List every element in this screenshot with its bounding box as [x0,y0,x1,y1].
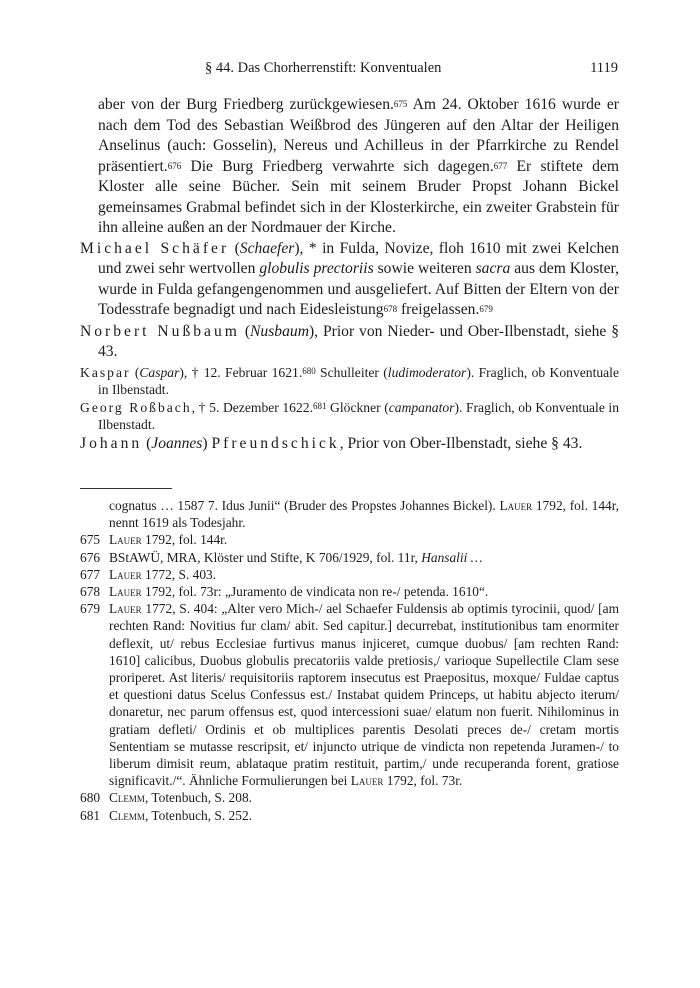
page-number: 1119 [590,60,618,76]
text-run: ( [142,435,152,453]
author-name: Lauer [109,532,142,548]
footnote-ref-680[interactable]: 680 [302,365,316,376]
text-run: , Prior von Ober-Ilbenstadt, siehe § 43. [339,435,583,453]
text-run: 1792, fol. 144r, nennt 1619 als Todesjahr. [109,498,619,531]
text-run: ), † 12. Februar 1621. [179,364,303,380]
footnote-continuation [80,497,619,531]
footnote-separator [80,488,172,489]
text-run: ). Fraglich, ob Konventuale in Ilbenstadt. [98,399,620,433]
footnote-number: 678 [80,584,101,600]
text-run: BStAWÜ, MRA, Klöster und Stifte, K 706/1929, fol. 11r, [109,549,422,565]
footnote-ref-676[interactable]: 676 [167,160,182,171]
person-name: Georg Roßbach [80,399,192,415]
person-name: Pfreundschick [211,435,340,453]
text-run: freigelassen. [397,301,480,318]
latin-term: ludimoderator [387,364,467,380]
text-run: ), * in Fulda, Novize, floh 1610 mit zwei Kelchen und zwei sehr wertvollen [98,239,619,277]
footnote-number: 680 [80,790,101,806]
text-run: cognatus … 1587 7. Idus Junii“ (Bruder des Propstes Johannes Bickel). [109,498,500,513]
running-header [80,60,620,80]
author-name: Lauer [109,584,142,600]
latin-term: sacra [475,260,511,277]
text-run: Er stiftete dem Kloster alle seine Bücher. Sein mit seinem Bruder Propst Johann Bickel gemeinsames Grabmal befindet sich in der Klosterkirche, ein zweiter Grabstein für ihn alleine außen an der Nordmauer der Kirche. [98,157,619,236]
text-run: 1772, S. 403. [141,566,217,582]
text-run: Glöckner ( [326,399,389,415]
author-name: Clemm [109,790,145,806]
author-name: Lauer [109,566,142,582]
entry-georg-rossbach [80,399,619,433]
continued-paragraph [80,95,619,239]
name-variant: Nusbaum [250,322,309,340]
text-run: 1792, fol. 73r: „Juramento de vindicata non re-/ petenda. 1610“. [141,584,489,600]
text-run: ), Prior von Nieder- und Ober-Ilbenstadt, siehe § 43. [98,322,619,360]
footnote-number: 676 [80,549,101,565]
footnote-ref-675[interactable]: 675 [393,99,408,109]
latin-term: campanator [388,399,455,415]
text-run: Schulleiter ( [315,364,388,380]
footnote-number: 681 [80,807,101,823]
running-title: § 44. Das Chorherrenstift: Konventualen [205,60,442,76]
text-run: 1772, S. 404: „Alter vero Mich-/ ael Schaefer Fuldensis ab optimis tyrocinii, quod/ [am rechten Rand: Novitius fur clam/ abit. Sed capitur.] decurrebat, institutionibus tam enormiter deflexit, ut/ rebus Ecclesiae furtivus manus injiceret, cumque duobus/ [am rechten Rand: 1610] calicibus, Duobus globulis precatoriis valde pretiosis,/ varioque Supellectile Clam sese proriperet. Ast literis/ requisitoriis raptorem insecutus est Praepositus, moxque/ Fuldae captus et questioni datus Scelus Confessus est./ Instabat quidem Princeps, ut habitu abjecto iterum/ donaretur, nec parum offensus est, quod intercessioni suae/ elatum non fuerit. Nihilominus in gratiam defleti/ Ordinis et ob multiplices parentis Desolati preces de-/ cretam mortis Sententiam se mutasse rescripsit, et/ injuncto utrique de vindicta non repetenda Juramen-/ to liberum dimisit reum, ablataque pratim restituit, partim,/ unde recuperanda forent, gratiose significavit./“. Ähnliche Formulierungen bei [109,601,619,789]
footnote-number: 675 [80,532,101,548]
footnote-ref-677[interactable]: 677 [493,160,508,171]
text-run: ). Fraglich, ob Konventuale in Ilbenstadt. [98,364,619,397]
person-name: Norbert Nußbaum [80,322,240,340]
footnote-number: 679 [80,601,101,617]
text-run: ( [239,322,251,340]
text-run: , Totenbuch, S. 252. [144,807,252,823]
footnote-676 [80,549,619,566]
text-run: 1792, fol. 73r. [383,773,463,789]
main-text [80,95,619,455]
footnote-number: 677 [80,566,101,582]
text-run: aber von der Burg Friedberg zurückgewiesen. [98,96,394,113]
footnote-678 [80,583,619,600]
author-name: Lauer [499,498,533,513]
person-name: Michael Schäfer [80,239,230,257]
text-run: ( [130,364,140,380]
footnote-ref-678[interactable]: 678 [383,304,398,314]
text-run: 1792, fol. 144r. [141,532,228,548]
footnote-680 [80,789,619,806]
author-name: Clemm [109,807,145,823]
text-run: sowie weiteren [373,260,476,277]
latin-term: Hansalii … [421,549,483,565]
name-variant: Joannes [151,435,203,453]
text-run: , † 5. Dezember 1622. [191,399,313,415]
person-name: Johann [80,435,143,453]
text-run: Am 24. Oktober 1616 wurde er nach dem Tod des Sebastian Weißbrod des Jüngeren auf den Altar der Heiligen Anselinus (auch: Gosselin), Nereus und Achilleus in der Pfarrkirche zu Rendel präsentiert. [98,96,619,175]
name-variant: Caspar [139,364,180,380]
text-run: Die Burg Friedberg verwahrte sich dagegen. [181,157,494,175]
name-variant: Schaefer [239,239,295,257]
text-run: ) [202,435,212,453]
text-run: , Totenbuch, S. 208. [144,790,252,806]
latin-term: globulis prectoriis [259,260,374,277]
author-name: Lauer [109,601,142,617]
footnote-679 [80,600,619,789]
footnote-ref-681[interactable]: 681 [312,400,327,411]
entry-norbert-nussbaum [80,322,619,363]
footnote-675 [80,531,619,548]
footnotes [80,497,619,824]
entry-kaspar [80,364,619,398]
author-name: Lauer [350,773,384,789]
footnote-ref-679[interactable]: 679 [479,304,493,314]
entry-michael-schaefer [80,239,619,321]
person-name: Kaspar [80,364,131,380]
text-run: ( [229,239,240,257]
footnote-677 [80,566,619,583]
text-run: aus dem Kloster, wurde in Fulda gefangengenommen und ausgeliefert. Auf Bitten der Eltern von der Todesstrafe begnadigt und nach Eidesleistung [98,260,619,318]
footnote-681 [80,807,619,824]
entry-johann-pfreundschick [80,434,619,455]
